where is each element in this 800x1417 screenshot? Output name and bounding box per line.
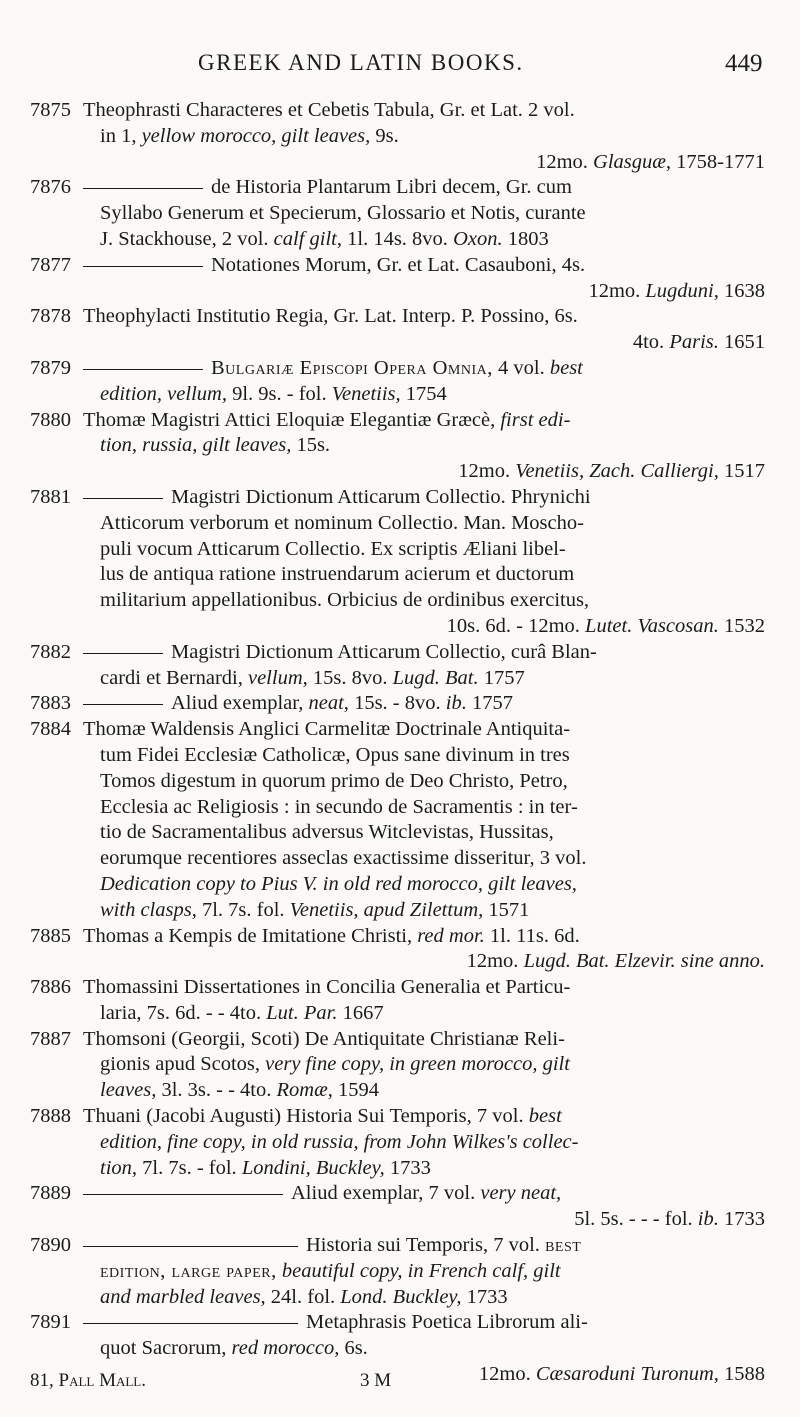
entry-line [0,1130,800,1156]
text-run: 1517 [718,460,765,483]
text-run: laria, 7s. 6d. - - 4to. [100,1001,267,1024]
entry-line [0,1336,800,1362]
italic-text: Lut. Par. [266,1001,338,1024]
entry-line [0,175,800,201]
entry-line [0,691,800,717]
entry-line [0,795,800,821]
gathering-mark: 3 M [360,1370,392,1391]
catalogue-entry [0,1233,800,1310]
lot-number: 7885 [30,924,71,947]
catalogue-entry [0,975,800,1027]
text-run: de Historia Plantarum Libri decem, Gr. cum [211,176,572,199]
text-run: Tomos digestum in quorum primo de Deo Christo, Petro, [100,769,568,792]
text-run: tio de Sacramentalibus adversus Witclevistas, Hussitas, [100,821,554,844]
small-caps-text: Bulgariæ Episcopi Opera Omnia, [211,356,493,379]
entry-line [0,304,800,330]
entry-line [0,769,800,795]
entry-line [0,1207,800,1233]
italic-text: yellow morocco, gilt leaves, [141,124,371,147]
lot-number: 7887 [30,1027,71,1050]
entry-line [0,1027,800,1053]
text-run: gionis apud Scotos, [100,1053,266,1076]
small-caps-text: best [545,1234,582,1257]
entry-line [0,124,800,150]
catalogue-entry [0,98,800,175]
lot-number: 7875 [30,99,71,121]
italic-text: red morocco, [231,1337,340,1360]
text-run: Atticorum verborum et nominum Collectio. Man. Moscho- [100,511,584,534]
text-run: 1758-1771 [671,150,765,173]
text-run: 1757 [478,666,525,689]
entry-line [0,227,800,253]
text-run: 1651 [718,331,765,354]
text-run: Thomsoni (Georgii, Scoti) De Antiquitate Christianæ Reli- [83,1027,565,1050]
italic-text: beautiful copy, in French calf, gilt [281,1259,561,1282]
entry-line [0,1181,800,1207]
printer-signature: 81, Pall Mall. [30,1370,147,1391]
catalogue-entry [0,485,800,640]
entry-line [0,408,800,434]
entry-line [0,562,800,588]
text-run: 1571 [483,898,530,921]
text-run: 4to. [632,331,670,354]
text-run: 1638 [718,279,765,302]
italic-text: first edi- [500,408,571,431]
text-run: in 1, [100,124,142,147]
entry-line [0,201,800,227]
text-run: J. Stackhouse, 2 vol. [100,227,274,250]
catalogue-entry [0,175,800,252]
italic-text: best [549,356,583,379]
text-run: Thomassini Dissertationes in Concilia Generalia et Particu- [83,976,571,999]
text-run: 12mo. [478,1363,536,1386]
ditto-rule [83,266,203,267]
catalogue-entry [0,356,800,408]
text-run: 1754 [400,382,447,405]
lot-number: 7878 [30,305,71,328]
italic-text: Venetiis, Zach. Calliergi, [515,460,719,483]
catalogue-entry [0,253,800,305]
italic-text: Glasguæ, [593,150,672,173]
ditto-rule [83,653,163,654]
text-run: 9s. [370,124,399,147]
italic-text: Lugd. Bat. [392,666,479,689]
text-run: 1l. 14s. 8vo. [342,227,454,250]
lot-number: 7891 [30,1311,71,1334]
catalogue-entry [0,640,800,692]
text-run: 1532 [718,614,765,637]
text-run: 1803 [502,227,549,250]
catalogue-entry [0,408,800,485]
entry-line [0,330,800,356]
catalogue-entry [0,1181,800,1233]
entry-line [0,279,800,305]
italic-text: Lutet. Vascosan. [585,614,719,637]
lot-number: 7890 [30,1234,71,1257]
italic-text: Lugduni, [645,279,719,302]
text-run: Thomas a Kempis de Imitatione Christi, [83,924,418,947]
text-run: 15s. - 8vo. [348,692,446,715]
italic-text: leaves, [100,1079,157,1102]
italic-text: Venetiis, [331,382,401,405]
entry-line [0,949,800,975]
entry-line [0,1156,800,1182]
text-run: 1733 [461,1285,508,1308]
text-run: Thomæ Waldensis Anglici Carmelitæ Doctrinale Antiquita- [83,718,571,741]
text-run: militarium appellationibus. Orbicius de ordinibus exercitus, [100,589,590,612]
entry-line [0,537,800,563]
text-run: 12mo. [466,950,524,973]
lot-number: 7889 [30,1182,71,1205]
catalogue-entry [0,924,800,976]
lot-number: 7880 [30,408,71,431]
italic-text: Oxon. [453,227,503,250]
entry-line [0,511,800,537]
italic-text: tion, russia, gilt leaves, [100,434,292,457]
text-run: 1667 [337,1001,384,1024]
italic-text: edition, fine copy, in old russia, from John Wilkes's collec- [100,1130,579,1153]
text-run: Magistri Dictionum Atticarum Collectio. Phrynichi [171,485,591,508]
ditto-rule [83,1323,298,1324]
entry-line [0,98,800,124]
text-run: puli vocum Atticarum Collectio. Ex scriptis Æliani libel- [100,537,566,560]
italic-text: neat, [308,692,349,715]
text-run: cardi et Bernardi, [100,666,248,689]
ditto-rule [83,704,163,705]
italic-text: Paris. [669,331,719,354]
italic-text: calf gilt, [273,227,342,250]
entry-line [0,588,800,614]
entry-line [0,1259,800,1285]
entry-line [0,717,800,743]
lot-number: 7876 [30,176,71,199]
text-run: Magistri Dictionum Atticarum Collectio, curâ Blan- [171,640,597,663]
italic-text: very fine copy, in green morocco, gilt [265,1053,570,1076]
text-run: 5l. 5s. - - - fol. [574,1208,698,1231]
catalogue-entry [0,1104,800,1181]
text-run: lus de antiqua ratione instruendarum acierum et ductorum [100,563,575,586]
lot-number: 7888 [30,1105,71,1128]
lot-number: 7882 [30,640,71,663]
ditto-rule [83,188,203,189]
catalogue-entry [0,717,800,923]
text-run: 12mo. [536,150,594,173]
italic-text: Romæ, [276,1079,333,1102]
italic-text: very neat, [480,1182,562,1205]
text-run: 1l. 11s. 6d. [484,924,580,947]
ditto-rule [83,498,163,499]
italic-text: ib. [445,692,467,715]
text-run: 4 vol. [492,356,550,379]
italic-text: Lond. Buckley, [340,1285,462,1308]
entry-line [0,924,800,950]
entry-line [0,150,800,176]
italic-text: Dedication copy to Pius V. in old red morocco, gilt leaves, [100,872,577,895]
text-run: Theophylacti Institutio Regia, Gr. Lat. Interp. P. Possino, 6s. [83,305,578,328]
text-run: 15s. 8vo. [307,666,393,689]
text-run: Historia sui Temporis, 7 vol. [306,1234,546,1257]
entry-line [0,898,800,924]
entry-line [0,485,800,511]
text-run: 3l. 3s. - - 4to. [156,1079,277,1102]
lot-number: 7879 [30,356,71,379]
text-run: 1594 [332,1079,380,1102]
text-run: 6s. [339,1337,368,1360]
running-title: GREEK AND LATIN BOOKS. [198,50,524,75]
entry-line [0,1310,800,1336]
italic-text: best [528,1105,562,1128]
entry-line [0,846,800,872]
text-run: Thomæ Magistri Attici Eloquiæ Elegantiæ Græcè, [83,408,501,431]
text-run: Aliud exemplar, [171,692,309,715]
entry-line [0,872,800,898]
entry-line [0,433,800,459]
italic-text: vellum, [247,666,308,689]
entry-line [0,459,800,485]
text-run: 1588 [718,1363,765,1386]
italic-text: Londini, Buckley, [241,1156,385,1179]
text-run: quot Sacrorum, [100,1337,232,1360]
ditto-rule [83,369,203,370]
ditto-rule [83,1194,283,1195]
lot-number: 7883 [30,692,71,715]
entry-line [0,1052,800,1078]
text-run: Metaphrasis Poetica Librorum ali- [306,1311,588,1334]
italic-text: red mor. [417,924,485,947]
italic-text: with clasps, [100,898,197,921]
lot-number: 7886 [30,976,71,999]
catalogue-entry [0,1027,800,1104]
entry-line [0,666,800,692]
text-run: 7l. 7s. - fol. [137,1156,242,1179]
text-run: 24l. fol. [265,1285,341,1308]
italic-text: Lugd. Bat. Elzevir. sine anno. [523,950,765,973]
text-run: 1733 [718,1208,765,1231]
catalogue-entries [0,98,800,1388]
entry-line [0,640,800,666]
entry-line [0,743,800,769]
text-run: 12mo. [588,279,646,302]
text-run: eorumque recentiores asseclas exactissime disseritur, 3 vol. [100,847,587,870]
lot-number: 7881 [30,485,71,508]
text-run: Notationes Morum, Gr. et Lat. Casauboni, 4s. [211,253,586,276]
entry-line [0,1078,800,1104]
italic-text: ib. [697,1208,719,1231]
entry-line [0,614,800,640]
italic-text: tion, [100,1156,138,1179]
entry-line [0,253,800,279]
entry-line [0,1001,800,1027]
text-run: 15s. [291,434,331,457]
text-run: Syllabo Generum et Specierum, Glossario et Notis, curante [100,202,586,225]
entry-line [0,1233,800,1259]
page-number: 449 [725,50,763,77]
text-run: Ecclesia ac Religiosis : in secundo de Sacramentis : in ter- [100,795,578,818]
text-run: Aliud exemplar, 7 vol. [291,1182,481,1205]
entry-line [0,1104,800,1130]
entry-line [0,820,800,846]
entry-line [0,356,800,382]
text-run: tum Fidei Ecclesiæ Catholicæ, Opus sane divinum in tres [100,743,570,766]
lot-number: 7877 [30,253,71,276]
text-run: Theophrasti Characteres et Cebetis Tabula, Gr. et Lat. 2 vol. [83,99,575,121]
italic-text: Venetiis, apud Zilettum, [289,898,484,921]
text-run: 1733 [384,1156,431,1179]
text-run: 10s. 6d. - 12mo. [446,614,586,637]
italic-text: Cæsaroduni Turonum, [535,1363,719,1386]
text-run: 12mo. [458,460,516,483]
text-run: Thuani (Jacobi Augusti) Historia Sui Temporis, 7 vol. [83,1105,529,1128]
catalogue-entry [0,691,800,717]
text-run: 7l. 7s. fol. [196,898,290,921]
italic-text: edition, vellum, [100,382,227,405]
italic-text: and marbled leaves, [100,1285,266,1308]
ditto-rule [83,1246,298,1247]
entry-line [0,1285,800,1311]
lot-number: 7884 [30,718,71,741]
text-run: 1757 [466,692,513,715]
entry-line [0,975,800,1001]
entry-line [0,382,800,408]
small-caps-text: edition, large paper, [100,1259,277,1282]
catalogue-entry [0,304,800,356]
text-run: 9l. 9s. - fol. [226,382,332,405]
